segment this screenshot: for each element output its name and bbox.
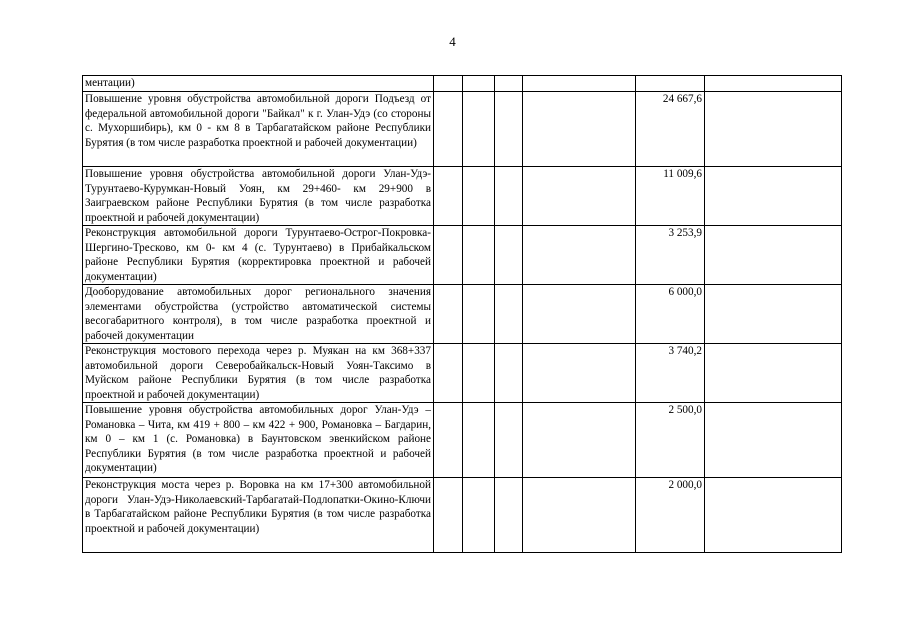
row-amount: 2 500,0 [636,403,705,478]
empty-cell [434,478,463,553]
empty-cell [495,478,523,553]
empty-cell [434,344,463,403]
page-number: 4 [449,34,456,49]
empty-cell [434,92,463,167]
table-row [83,76,842,92]
empty-cell [523,403,636,478]
empty-cell [523,344,636,403]
empty-cell [463,76,495,92]
table-row [83,285,842,344]
empty-cell [463,344,495,403]
row-description: Повышение уровня обустройства автомобильных дорог Улан-Удэ – Романовка – Чита, км 419 + 800 – км 422 + 900, Романовка – Багдарин, км 0 – км 1 (с. Романовка) в Баунтовском эвенкийском районе Республики Бурятия (в том числе разработка проектной и рабочей документации) [83,403,434,478]
empty-cell [705,403,842,478]
empty-cell [463,92,495,167]
row-amount: 3 740,2 [636,344,705,403]
empty-cell [495,167,523,226]
empty-cell [495,285,523,344]
empty-cell [705,226,842,285]
empty-cell [434,76,463,92]
row-amount [636,76,705,92]
empty-cell [705,76,842,92]
table-row [83,226,842,285]
empty-cell [495,344,523,403]
empty-cell [434,167,463,226]
table-row [83,344,842,403]
empty-cell [705,285,842,344]
empty-cell [463,167,495,226]
row-amount: 3 253,9 [636,226,705,285]
table-row [83,403,842,478]
row-amount: 2 000,0 [636,478,705,553]
empty-cell [495,403,523,478]
table-row [83,167,842,226]
empty-cell [705,344,842,403]
empty-cell [463,403,495,478]
empty-cell [523,167,636,226]
empty-cell [523,92,636,167]
empty-cell [463,478,495,553]
empty-cell [463,226,495,285]
empty-cell [463,285,495,344]
empty-cell [705,92,842,167]
empty-cell [495,226,523,285]
row-description: Повышение уровня обустройства автомобильной дороги Подъезд от федеральной автомобильной дороги "Байкал" к г. Улан-Удэ (со стороны с. Мухоршибирь), км 0 - км 8 в Тарбагатайском районе Республики Бурятия (в том числе разработка проектной и рабочей документации) [83,92,434,167]
row-description: Повышение уровня обустройства автомобильной дороги Улан-Удэ-Турунтаево-Курумкан-Новый Уоян, км 29+460- км 29+900 в Заиграевском районе Республики Бурятия (в том числе разработка проектной и рабочей документации) [83,167,434,226]
row-amount: 24 667,6 [636,92,705,167]
row-description: Реконструкция автомобильной дороги Турунтаево-Острог-Покровка-Шергино-Тресково, км 0- км 4 (с. Турунтаево) в Прибайкальском районе Республики Бурятия (корректировка проектной и рабочей документации) [83,226,434,285]
row-amount: 11 009,6 [636,167,705,226]
row-description: Реконструкция мостового перехода через р. Муякан на км 368+337 автомобильной дороги Северобайкальск-Новый Уоян-Таксимо в Муйском районе Республики Бурятия (в том числе разработка проектной и рабочей документации) [83,344,434,403]
row-description: Реконструкция моста через р. Воровка на км 17+300 автомобильной дороги Улан-Удэ-Николаевский-Тарбагатай-Подлопатки-Окино-Ключи в Тарбагатайском районе Республики Бурятия (в том числе разработка проектной и рабочей документации) [83,478,434,553]
row-description: ментации) [83,76,434,92]
empty-cell [705,167,842,226]
empty-cell [523,226,636,285]
row-amount: 6 000,0 [636,285,705,344]
empty-cell [434,285,463,344]
empty-cell [495,76,523,92]
empty-cell [495,92,523,167]
empty-cell [523,76,636,92]
empty-cell [705,478,842,553]
row-description: Дооборудование автомобильных дорог регионального значения элементами обустройства (устройство автоматической системы весогабаритного контроля), в том числе разработка проектной и рабочей документации [83,285,434,344]
empty-cell [434,226,463,285]
table-row [83,478,842,553]
budget-table [82,75,842,553]
empty-cell [434,403,463,478]
empty-cell [523,285,636,344]
empty-cell [523,478,636,553]
table-row [83,92,842,167]
